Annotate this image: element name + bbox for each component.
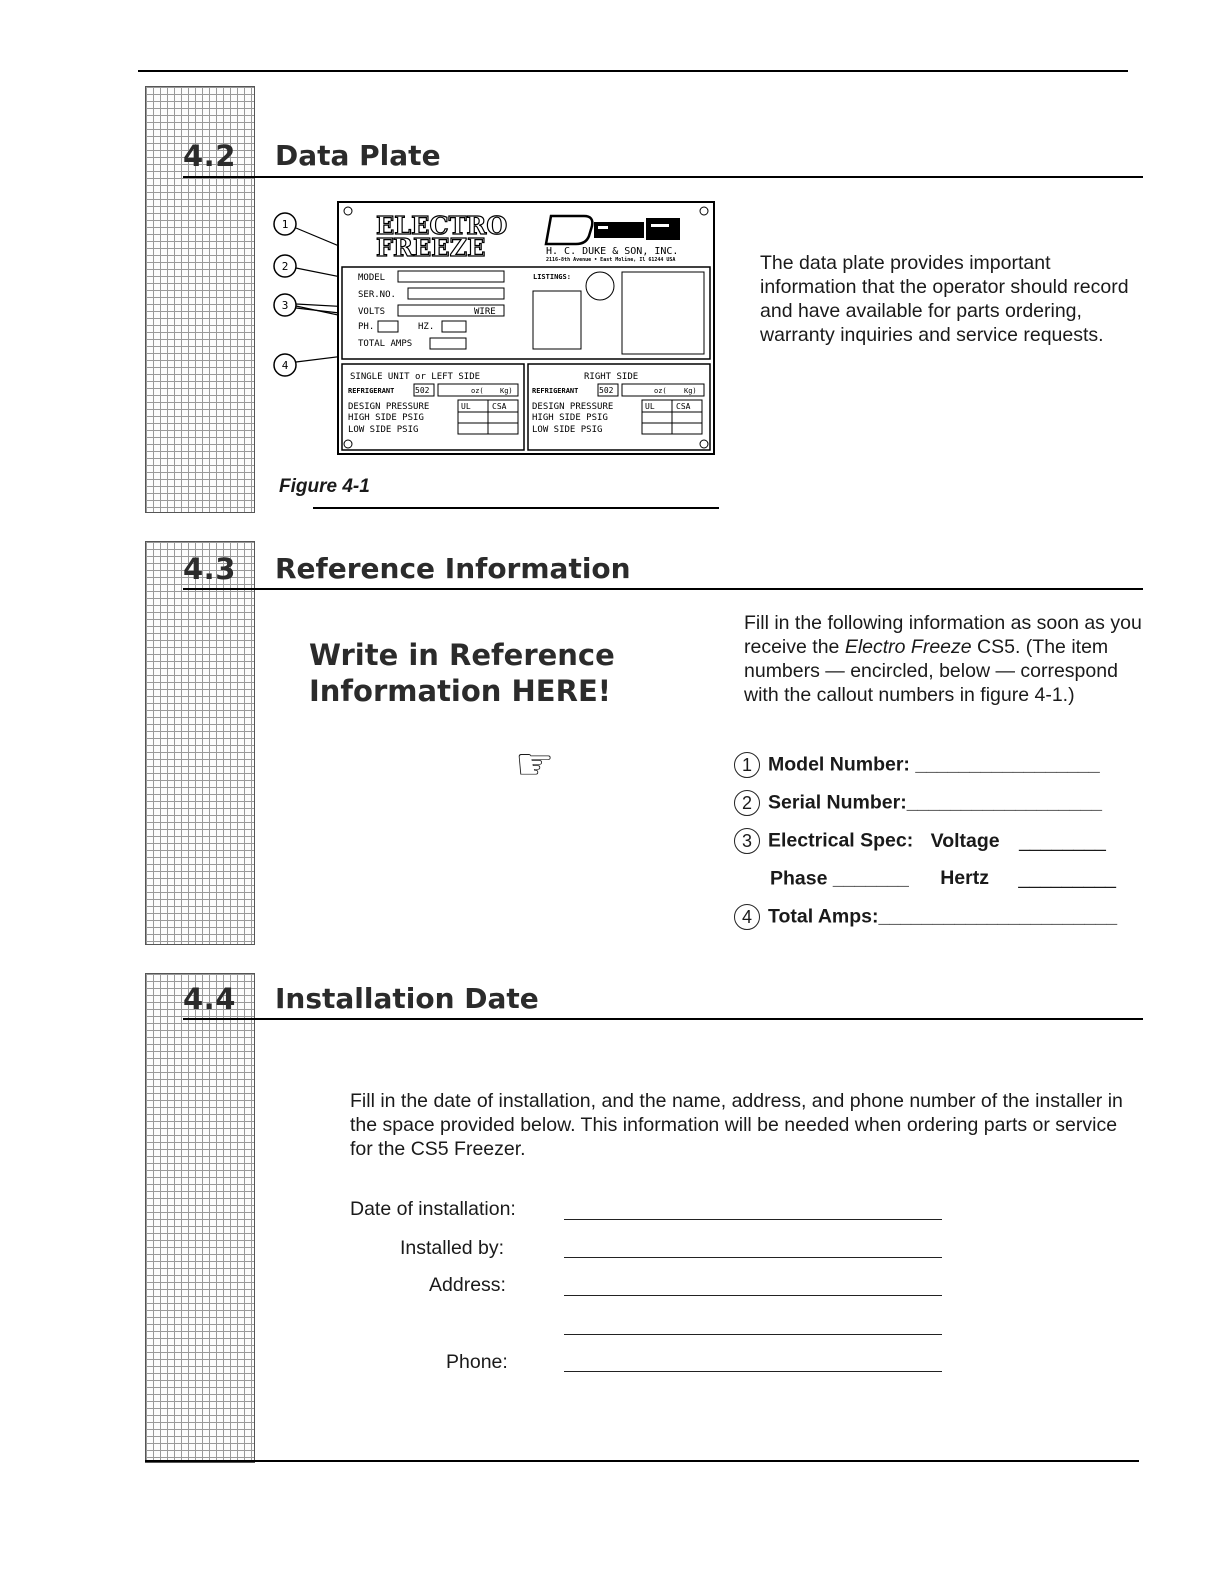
hertz-label: Hertz (940, 867, 989, 890)
date-of-installation-label: Date of installation: (350, 1198, 516, 1220)
plate-field-amps: TOTAL AMPS (358, 339, 413, 349)
reference-intro-brand: Electro Freeze (844, 636, 972, 658)
section-4-4-rule (183, 1018, 1143, 1020)
svg-text:3: 3 (281, 299, 289, 312)
plate-field-ph: PH. (358, 322, 375, 332)
plate-brand-line1: ELECTRO (376, 211, 508, 240)
plate-field-volts: VOLTS (358, 307, 386, 317)
plate-right-title: RIGHT SIDE (584, 372, 639, 382)
plate-right-kg: Kg) (684, 387, 697, 395)
plate-field-wire: WIRE (474, 307, 496, 317)
plate-maker: H. C. DUKE & SON, INC. (546, 246, 679, 257)
plate-right-ul: UL (645, 402, 655, 411)
plate-left-ul: UL (461, 402, 471, 411)
section-4-3-rule (183, 588, 1143, 590)
plate-right-oz: oz( (654, 387, 667, 395)
phase-label[interactable]: Phase _______ (770, 867, 909, 890)
bottom-rule (145, 1460, 1139, 1462)
figure-caption: Figure 4-1 (279, 476, 370, 497)
plate-right-ref-code: 502 (599, 386, 614, 395)
plate-right-high: HIGH SIDE PSIG (532, 413, 608, 423)
section-4-4-grid-margin (145, 973, 255, 1463)
installed-by-input[interactable] (564, 1257, 942, 1258)
plate-field-hz: HZ. (418, 322, 435, 332)
reference-callout-line1: Write in Reference (309, 638, 615, 672)
svg-text:4: 4 (281, 359, 289, 372)
date-of-installation-input[interactable] (564, 1219, 942, 1220)
reference-intro (744, 611, 1144, 707)
plate-right-design: DESIGN PRESSURE (532, 402, 614, 412)
plate-left-refrigerant: REFRIGERANT (348, 387, 395, 395)
plate-left-design: DESIGN PRESSURE (348, 402, 430, 412)
plate-left-high: HIGH SIDE PSIG (348, 413, 424, 423)
data-plate-figure (266, 198, 722, 462)
electrical-spec-label: Electrical Spec: (768, 829, 914, 852)
installation-intro: Fill in the date of installation, and the name, address, and phone number of the installer in the space provided below. This information will be needed when ordering parts or service for the CS5 Freezer. (350, 1090, 1123, 1160)
hertz-blank[interactable]: _________ (1018, 867, 1117, 890)
section-4-3-grid-margin (145, 541, 255, 945)
section-4-2-title: Data Plate (275, 139, 441, 172)
svg-text:2: 2 (281, 260, 289, 273)
model-number-field[interactable] (734, 752, 1100, 778)
plate-left-title: SINGLE UNIT or LEFT SIDE (350, 372, 481, 382)
installed-by-label: Installed by: (400, 1237, 505, 1259)
plate-field-model: MODEL (358, 273, 386, 283)
callout-4 (274, 354, 296, 376)
reference-callout-heading (309, 637, 615, 709)
callout-1 (274, 213, 296, 235)
item-number-badge: 4 (734, 904, 760, 930)
serial-number-field[interactable] (734, 790, 1102, 816)
plate-field-serial: SER.NO. (358, 290, 396, 300)
plate-right-low: LOW SIDE PSIG (532, 425, 603, 435)
plate-right-csa: CSA (676, 402, 691, 411)
plate-left-oz: oz( (471, 387, 484, 395)
address-input-line2[interactable] (564, 1334, 942, 1335)
pointing-hand-icon: ☞ (515, 739, 555, 790)
plate-brand-line2: FREEZE (376, 233, 486, 262)
section-4-3-number: 4.3 (183, 552, 236, 586)
serial-number-label: Serial Number:__________________ (768, 791, 1102, 814)
total-amps-label: Total Amps:______________________ (768, 905, 1118, 928)
callout-2 (274, 255, 296, 277)
section-4-3-title: Reference Information (275, 552, 631, 585)
plate-right-refrigerant: REFRIGERANT (532, 387, 579, 395)
svg-text:1: 1 (281, 218, 289, 231)
address-input-line1[interactable] (564, 1295, 942, 1296)
plate-left-ref-code: 502 (415, 386, 430, 395)
reference-callout-line2: Information HERE! (309, 674, 611, 708)
plate-left-csa: CSA (492, 402, 507, 411)
phone-input[interactable] (564, 1371, 942, 1372)
item-number-badge: 1 (734, 752, 760, 778)
address-label: Address: (429, 1274, 506, 1296)
section-4-4-title: Installation Date (275, 982, 539, 1015)
reference-intro-after: CS5. (The item numbers — encircled, below — correspond with the callout numbers in figure 4-1.) (744, 636, 1118, 706)
phase-hertz-field[interactable] (770, 867, 1116, 890)
plate-left-kg: Kg) (500, 387, 513, 395)
model-number-label: Model Number: _________________ (768, 753, 1100, 776)
plate-left-low: LOW SIDE PSIG (348, 425, 419, 435)
section-4-4-number: 4.4 (183, 982, 236, 1016)
top-rule (138, 70, 1128, 72)
item-number-badge: 3 (734, 828, 760, 854)
plate-field-listings: LISTINGS: (533, 273, 571, 281)
electrical-spec-field[interactable] (734, 828, 1106, 854)
voltage-blank[interactable]: ________ (1019, 829, 1106, 852)
plate-maker-address: 2116-8th Avenue • East Moline, Il 61244 USA (546, 257, 676, 263)
total-amps-field[interactable] (734, 904, 1117, 930)
phone-label: Phone: (446, 1351, 508, 1373)
voltage-label: Voltage (930, 829, 1000, 852)
callout-3 (274, 294, 296, 316)
section-4-2-number: 4.2 (183, 139, 236, 173)
figure-caption-rule (313, 507, 719, 509)
section-4-2-rule (183, 176, 1143, 178)
item-number-badge: 2 (734, 790, 760, 816)
data-plate-description: The data plate provides important information that the operator should record and have available for parts ordering, warranty inquiries and service requests. (760, 252, 1129, 346)
reference-intro-before: Fill in the following information as soon as you receive the (744, 612, 1142, 658)
